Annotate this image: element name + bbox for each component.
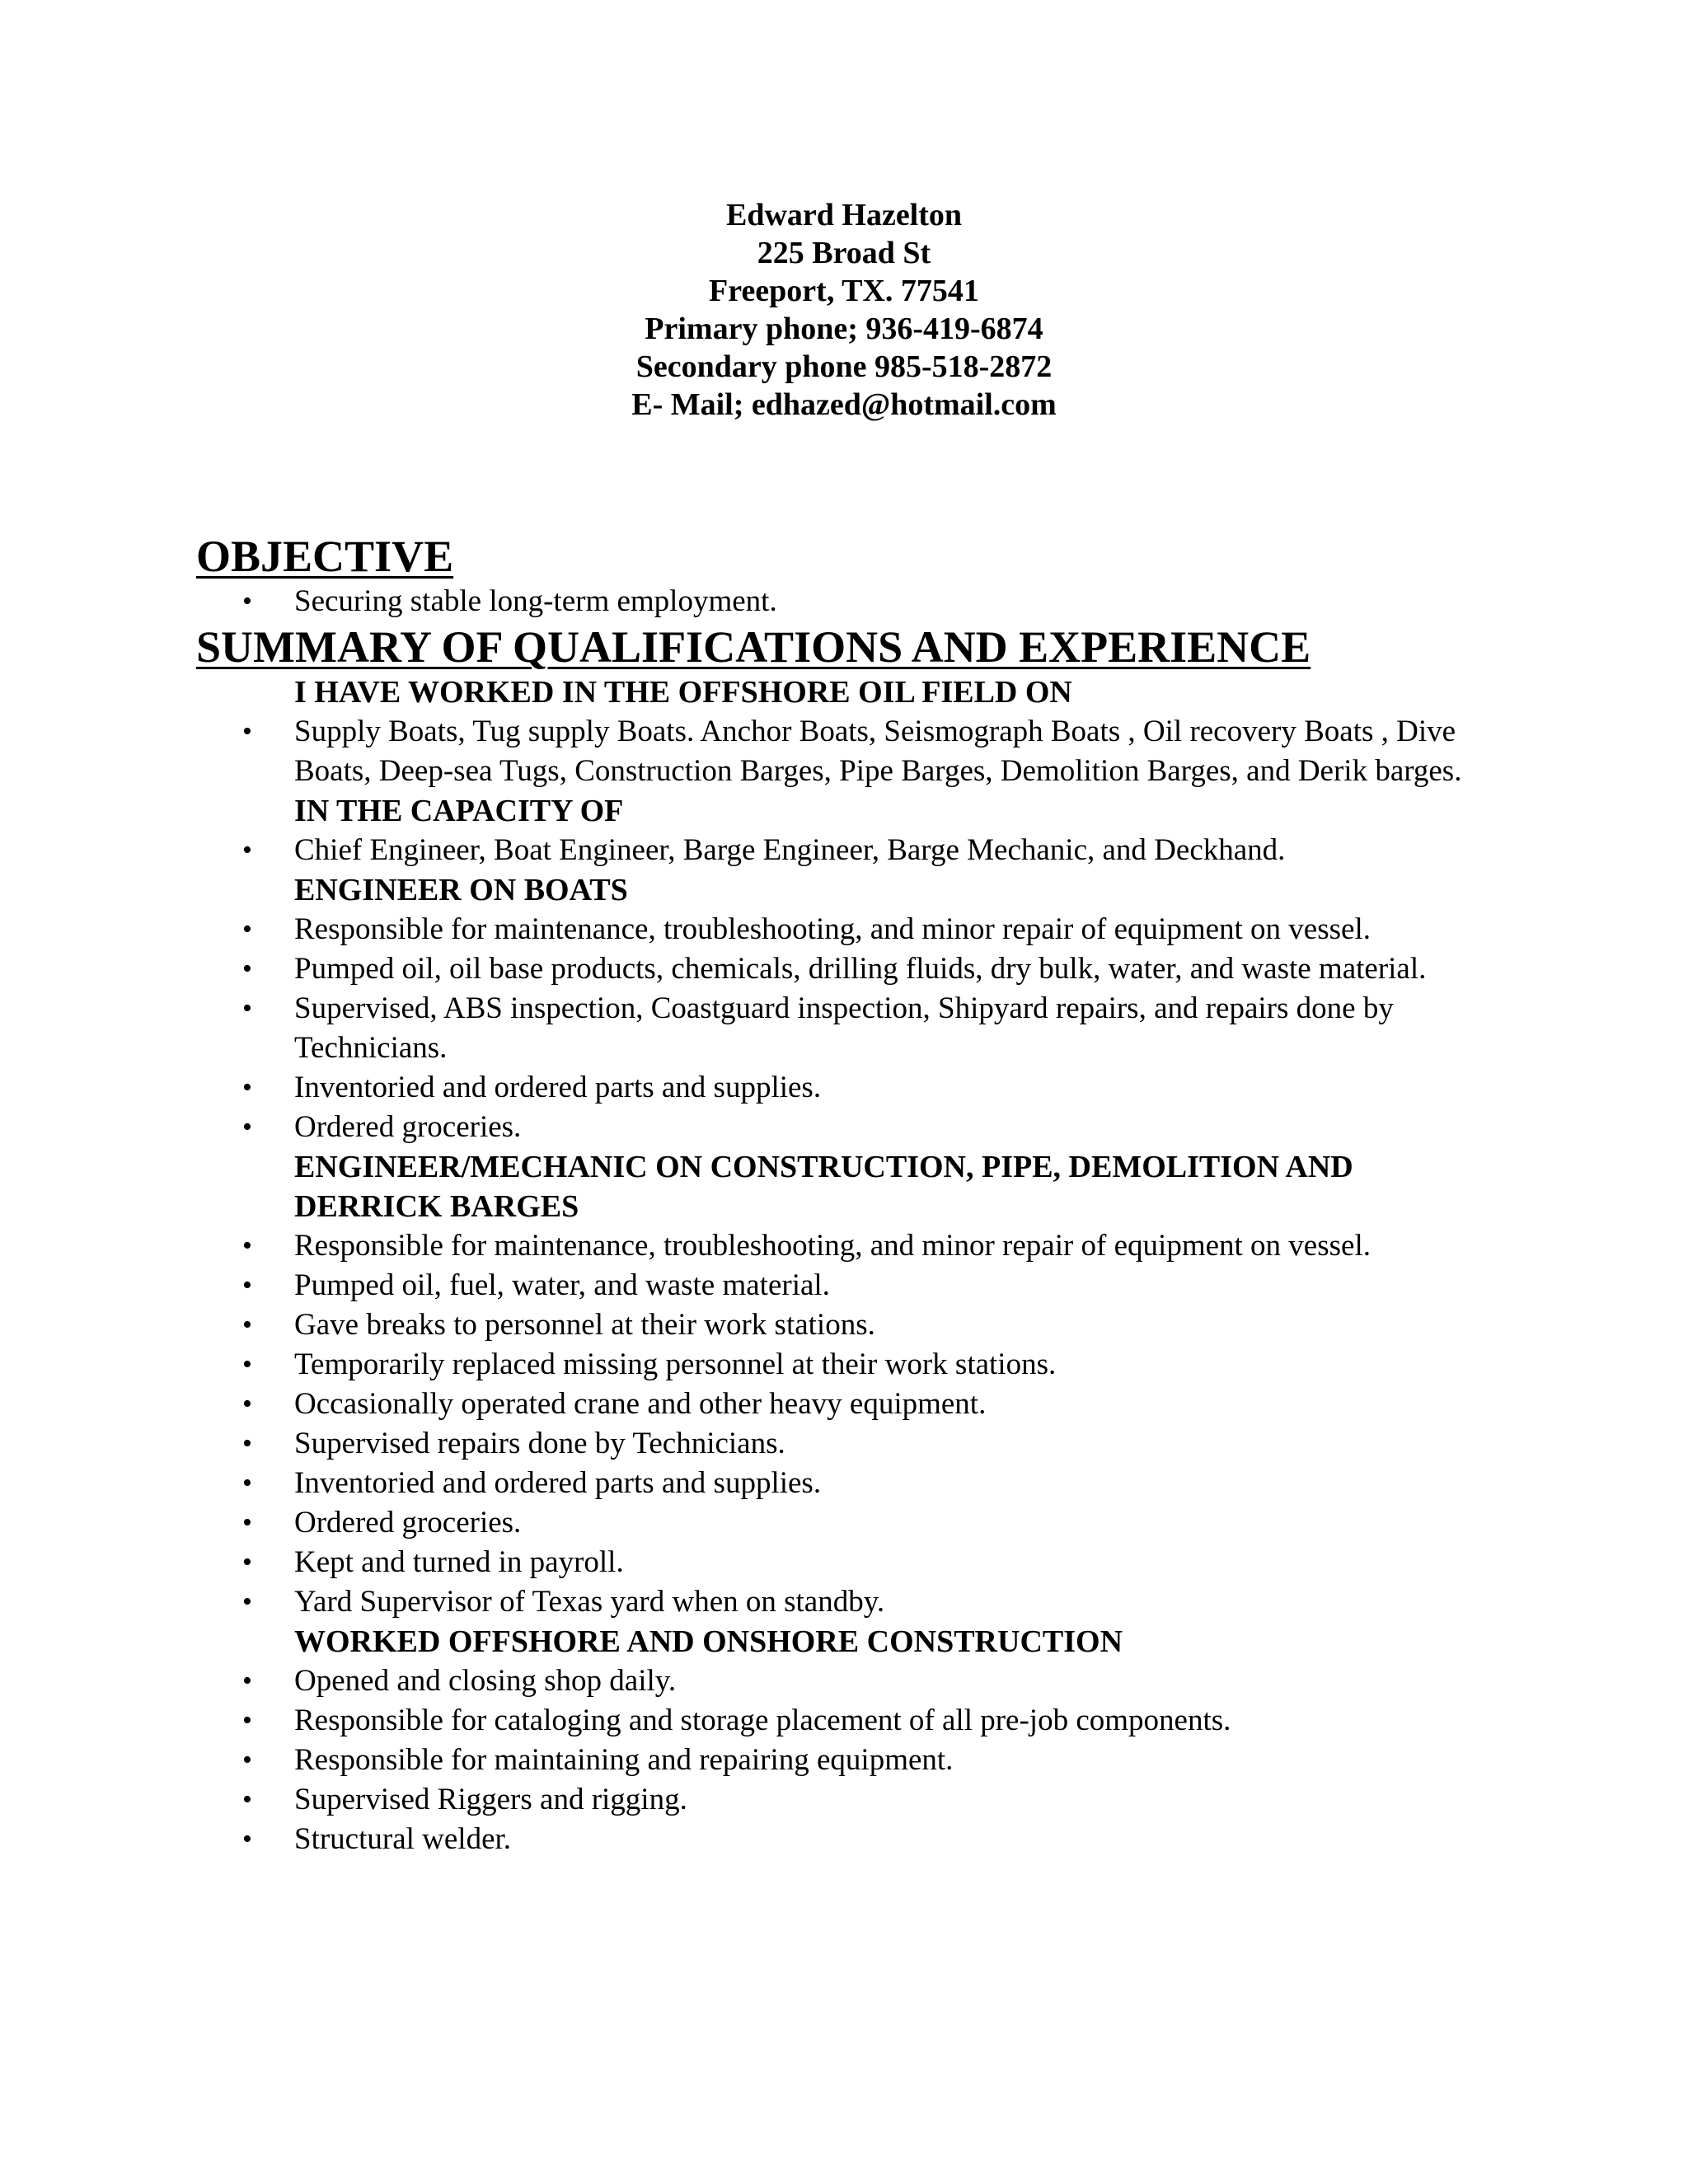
bullet-icon: • xyxy=(242,1705,252,1736)
group-title-engineer-mechanic-barges: ENGINEER/MECHANIC ON CONSTRUCTION, PIPE, DEMOLITION AND xyxy=(294,1150,1353,1184)
group-title-construction: WORKED OFFSHORE AND ONSHORE CONSTRUCTION xyxy=(294,1624,1123,1659)
list-item: • Supervised Riggers and rigging. xyxy=(196,1780,1507,1820)
group-list-offshore-vessels xyxy=(196,712,1507,791)
list-item: • Structural welder. xyxy=(196,1820,1507,1859)
bullet-icon: • xyxy=(242,716,252,747)
bullet-icon: • xyxy=(242,1586,252,1617)
candidate-name: Edward Hazelton xyxy=(725,198,963,232)
group-list-construction xyxy=(196,1661,1507,1859)
list-item: • Pumped oil, oil base products, chemicals, drilling fluids, dry bulk, water, and waste material. xyxy=(196,949,1507,989)
list-item: • Supervised repairs done by Technicians. xyxy=(196,1424,1507,1464)
bullet-icon: • xyxy=(242,1230,252,1261)
group-list-engineer-on-boats xyxy=(196,910,1507,1147)
group-title-capacity: IN THE CAPACITY OF xyxy=(294,794,624,828)
bullet-icon: • xyxy=(242,1310,252,1340)
list-item: • Opened and closing shop daily. xyxy=(196,1661,1507,1701)
objective-list xyxy=(196,582,1507,621)
list-item: • Temporarily replaced missing personnel at their work stations. xyxy=(196,1345,1507,1385)
bullet-icon: • xyxy=(242,586,252,616)
primary-phone: Primary phone; 936-419-6874 xyxy=(645,312,1043,346)
city-state-zip: Freeport, TX. 77541 xyxy=(709,274,979,308)
bullet-icon: • xyxy=(242,914,252,944)
bullet-icon: • xyxy=(242,1824,252,1854)
group-list-engineer-mechanic-barges xyxy=(196,1226,1507,1622)
bullet-icon: • xyxy=(242,1468,252,1498)
group-list-capacity xyxy=(196,831,1507,870)
list-item: • Responsible for maintaining and repairing equipment. xyxy=(196,1741,1507,1780)
list-item: • Supply Boats, Tug supply Boats. Anchor Boats, Seismograph Boats , Oil recovery Boats , Dive Boats, Deep-sea Tugs, Construction Barges, Pipe Barges, Demolition Barges, and Derik barges. xyxy=(196,712,1507,791)
bullet-icon: • xyxy=(242,1112,252,1142)
email-address: E- Mail; edhazed@hotmail.com xyxy=(631,387,1057,422)
bullet-icon: • xyxy=(242,1428,252,1459)
bullet-icon: • xyxy=(242,954,252,984)
group-title-engineer-on-boats: ENGINEER ON BOATS xyxy=(294,873,628,907)
list-item: • Pumped oil, fuel, water, and waste material. xyxy=(196,1266,1507,1305)
bullet-icon: • xyxy=(242,1745,252,1775)
list-item: • Inventoried and ordered parts and supplies. xyxy=(196,1068,1507,1108)
list-item: • Kept and turned in payroll. xyxy=(196,1543,1507,1582)
bullet-icon: • xyxy=(242,993,252,1024)
objective-heading: OBJECTIVE xyxy=(196,532,454,581)
bullet-icon: • xyxy=(242,1349,252,1380)
list-item: • Occasionally operated crane and other heavy equipment. xyxy=(196,1385,1507,1424)
list-item: • Securing stable long-term employment. xyxy=(196,582,1507,621)
bullet-icon: • xyxy=(242,1072,252,1103)
bullet-icon: • xyxy=(242,1666,252,1696)
bullet-icon: • xyxy=(242,1507,252,1538)
secondary-phone: Secondary phone 985-518-2872 xyxy=(635,349,1053,384)
bullet-icon: • xyxy=(242,835,252,865)
list-item: • Ordered groceries. xyxy=(196,1503,1507,1543)
list-item: • Ordered groceries. xyxy=(196,1108,1507,1147)
list-item: • Responsible for cataloging and storage placement of all pre-job components. xyxy=(196,1701,1507,1741)
list-item: • Yard Supervisor of Texas yard when on standby. xyxy=(196,1582,1507,1622)
list-item: • Chief Engineer, Boat Engineer, Barge Engineer, Barge Mechanic, and Deckhand. xyxy=(196,831,1507,870)
list-item: • Gave breaks to personnel at their work stations. xyxy=(196,1305,1507,1345)
list-item: • Inventoried and ordered parts and supplies. xyxy=(196,1464,1507,1503)
group-title-engineer-mechanic-barges-line2: DERRICK BARGES xyxy=(294,1189,579,1224)
contact-header xyxy=(0,196,1688,424)
resume-body xyxy=(196,531,1507,1859)
summary-heading: SUMMARY OF QUALIFICATIONS AND EXPERIENCE xyxy=(196,622,1311,672)
list-item: • Responsible for maintenance, troubleshooting, and minor repair of equipment on vessel. xyxy=(196,1226,1507,1266)
bullet-icon: • xyxy=(242,1784,252,1815)
bullet-icon: • xyxy=(242,1389,252,1419)
group-title-offshore-vessels: I HAVE WORKED IN THE OFFSHORE OIL FIELD ON xyxy=(294,675,1072,710)
bullet-icon: • xyxy=(242,1270,252,1301)
list-item: • Responsible for maintenance, troubleshooting, and minor repair of equipment on vessel. xyxy=(196,910,1507,949)
bullet-icon: • xyxy=(242,1547,252,1577)
street-address: 225 Broad St xyxy=(757,236,931,270)
list-item: • Supervised, ABS inspection, Coastguard inspection, Shipyard repairs, and repairs done by Technicians. xyxy=(196,989,1507,1068)
